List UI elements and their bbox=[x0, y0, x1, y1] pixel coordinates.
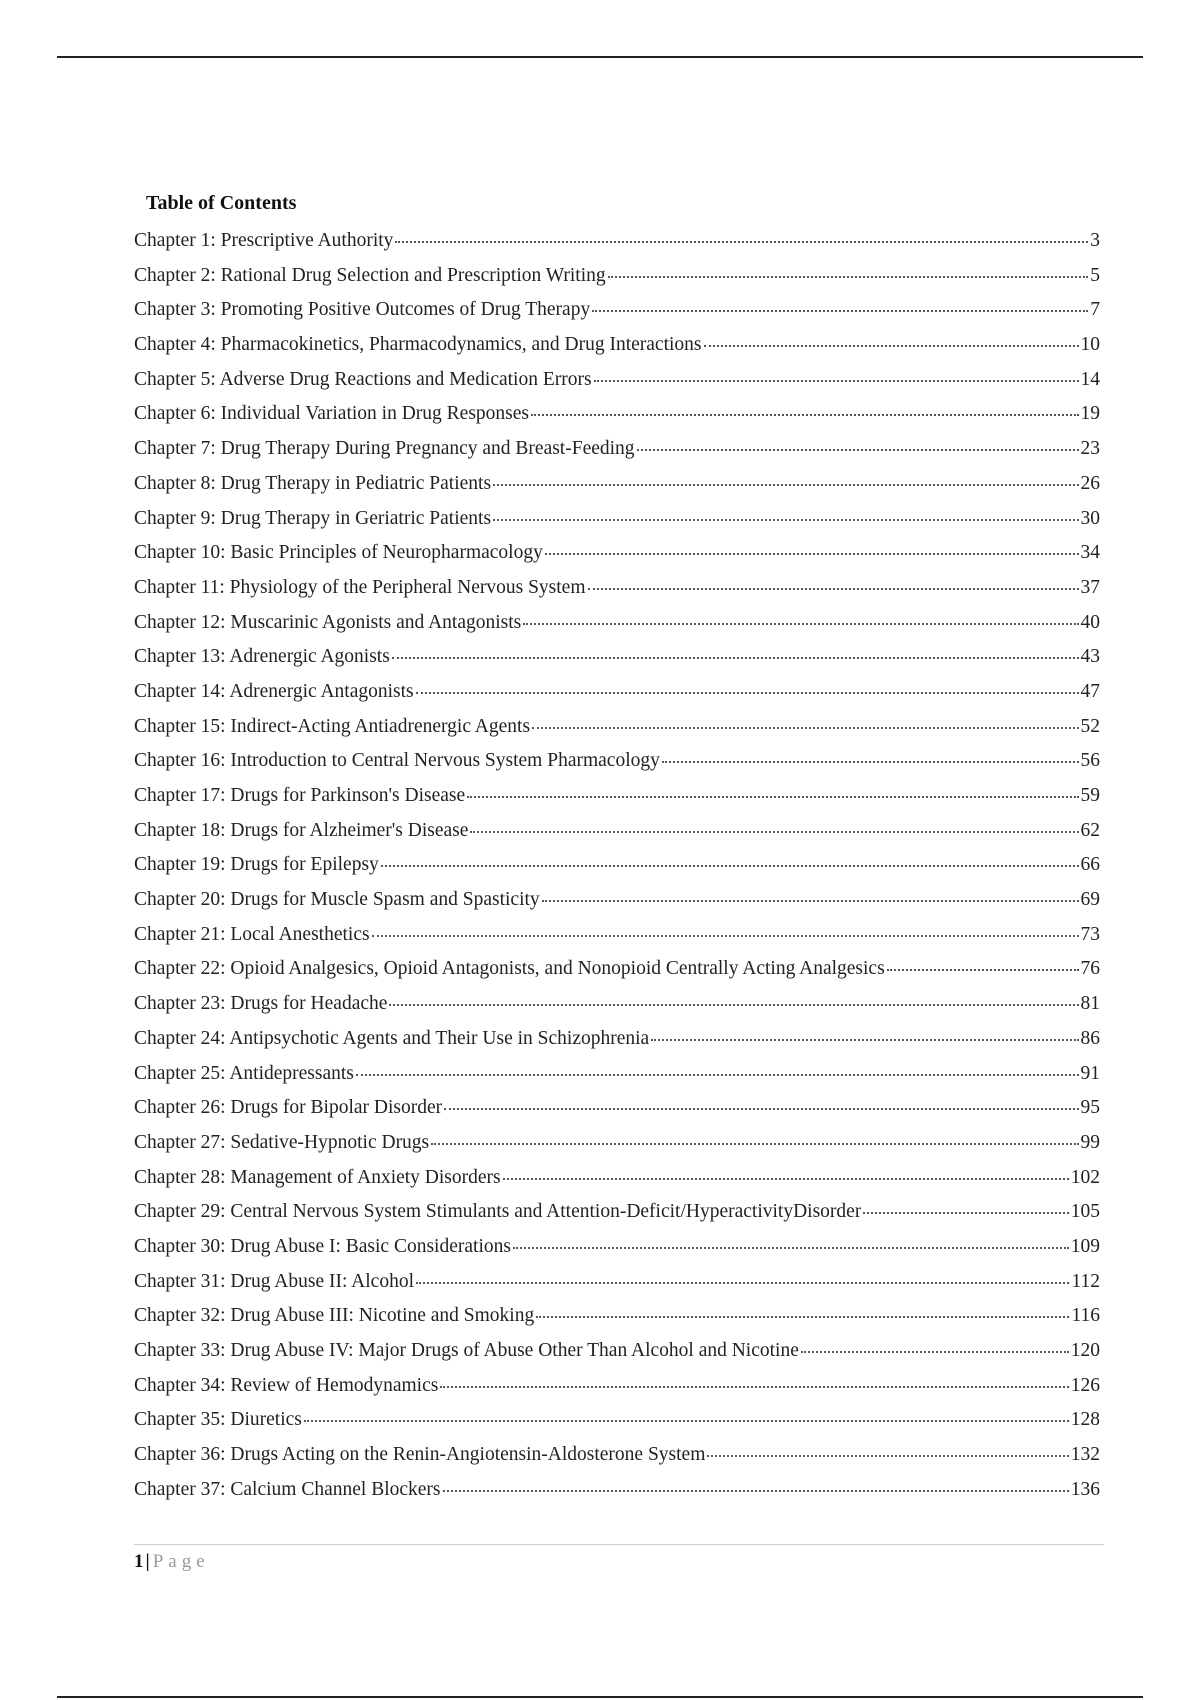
toc-entry-title: Chapter 14: Adrenergic Antagonists bbox=[134, 680, 414, 702]
toc-entry-title: Chapter 7: Drug Therapy During Pregnancy and Breast-Feeding bbox=[134, 438, 635, 460]
dot-leader bbox=[651, 1039, 1078, 1041]
toc-entry-title: Chapter 8: Drug Therapy in Pediatric Patients bbox=[134, 472, 492, 494]
toc-entry-page: 5 bbox=[1090, 264, 1100, 286]
toc-entry[interactable] bbox=[134, 681, 1100, 716]
dot-leader bbox=[372, 935, 1079, 937]
toc-entry-page: 112 bbox=[1071, 1270, 1100, 1292]
toc-entry-title: Chapter 1: Prescriptive Authority bbox=[134, 230, 394, 251]
toc-entry-page: 52 bbox=[1080, 715, 1100, 737]
dot-leader bbox=[304, 1420, 1069, 1422]
toc-entry-page: 109 bbox=[1070, 1235, 1100, 1257]
dot-leader bbox=[523, 623, 1078, 625]
toc-entry-page: 91 bbox=[1080, 1062, 1100, 1084]
toc-entry[interactable] bbox=[134, 854, 1100, 889]
dot-leader bbox=[389, 1004, 1078, 1006]
toc-entry-title: Chapter 32: Drug Abuse III: Nicotine and Smoking bbox=[134, 1305, 535, 1327]
toc-entry-page: 126 bbox=[1070, 1374, 1100, 1396]
toc-entry-page: 7 bbox=[1090, 299, 1100, 321]
toc-entry[interactable] bbox=[134, 403, 1100, 438]
toc-entry-page: 10 bbox=[1080, 334, 1100, 356]
toc-entry[interactable] bbox=[134, 889, 1100, 924]
dot-leader bbox=[531, 414, 1079, 416]
toc-entry-page: 116 bbox=[1071, 1305, 1100, 1327]
dot-leader bbox=[863, 1212, 1068, 1214]
toc-entry[interactable] bbox=[134, 265, 1100, 300]
toc-entry-title: Chapter 23: Drugs for Headache bbox=[134, 993, 388, 1015]
toc-entry-page: 105 bbox=[1070, 1201, 1100, 1223]
toc-entry-title: Chapter 5: Adverse Drug Reactions and Medication Errors bbox=[134, 368, 592, 390]
dot-leader bbox=[493, 519, 1078, 521]
toc-entry[interactable] bbox=[134, 1409, 1100, 1444]
bottom-rule bbox=[57, 1696, 1143, 1698]
toc-entry[interactable] bbox=[134, 542, 1100, 577]
toc-entry-title: Chapter 2: Rational Drug Selection and Prescription Writing bbox=[134, 264, 606, 286]
toc-entry[interactable] bbox=[134, 1305, 1100, 1340]
dot-leader bbox=[707, 1455, 1068, 1457]
dot-leader bbox=[536, 1316, 1069, 1318]
dot-leader bbox=[592, 310, 1088, 312]
toc-entry[interactable] bbox=[134, 646, 1100, 681]
toc-entry-title: Chapter 3: Promoting Positive Outcomes of Drug Therapy bbox=[134, 299, 591, 321]
toc-entry-title: Chapter 18: Drugs for Alzheimer's Disease bbox=[134, 819, 469, 841]
dot-leader bbox=[416, 1282, 1069, 1284]
toc-entry[interactable] bbox=[134, 1340, 1100, 1375]
toc-entry[interactable] bbox=[134, 1167, 1100, 1202]
dot-leader bbox=[608, 276, 1089, 278]
toc-entry-title: Chapter 36: Drugs Acting on the Renin-Angiotensin-Aldosterone System bbox=[134, 1444, 706, 1466]
toc-entry-title: Chapter 11: Physiology of the Peripheral Nervous System bbox=[134, 576, 586, 598]
toc-entry[interactable] bbox=[134, 958, 1100, 993]
dot-leader bbox=[594, 380, 1079, 382]
toc-entry-page: 14 bbox=[1080, 368, 1100, 390]
dot-leader bbox=[467, 796, 1078, 798]
toc-entry-page: 62 bbox=[1080, 819, 1100, 841]
toc-entry[interactable] bbox=[134, 820, 1100, 855]
toc-entry-title: Chapter 24: Antipsychotic Agents and Their Use in Schizophrenia bbox=[134, 1027, 650, 1049]
toc-entry-page: 19 bbox=[1080, 403, 1100, 425]
toc-entry-title: Chapter 30: Drug Abuse I: Basic Considerations bbox=[134, 1235, 511, 1257]
dot-leader bbox=[493, 484, 1078, 486]
toc-entry-page: 56 bbox=[1080, 750, 1100, 772]
toc-entry-page: 132 bbox=[1070, 1444, 1100, 1466]
toc-entry-page: 59 bbox=[1080, 785, 1100, 806]
toc-entry-page: 69 bbox=[1080, 889, 1100, 911]
toc-entry-title: Chapter 13: Adrenergic Agonists bbox=[134, 646, 390, 668]
toc-entry-title: Chapter 28: Management of Anxiety Disorders bbox=[134, 1166, 501, 1188]
toc-entry-title: Chapter 15: Indirect-Acting Antiadrenergic Agents bbox=[134, 715, 531, 737]
toc-title: Table of Contents bbox=[146, 192, 297, 214]
page-label: Page bbox=[152, 1551, 210, 1572]
page-separator: | bbox=[145, 1551, 150, 1572]
table-of-contents bbox=[134, 188, 1100, 1513]
toc-entry[interactable] bbox=[134, 1097, 1100, 1132]
toc-entry-title: Chapter 12: Muscarinic Agonists and Antagonists bbox=[134, 611, 522, 633]
dot-leader bbox=[444, 1108, 1078, 1110]
toc-entry[interactable] bbox=[134, 716, 1100, 751]
dot-leader bbox=[470, 831, 1078, 833]
toc-entry-title: Chapter 4: Pharmacokinetics, Pharmacodynamics, and Drug Interactions bbox=[134, 334, 702, 356]
toc-entry[interactable] bbox=[134, 1271, 1100, 1306]
dot-leader bbox=[545, 553, 1079, 555]
dot-leader bbox=[532, 727, 1078, 729]
toc-entry[interactable] bbox=[134, 1444, 1100, 1479]
page-number: 1 bbox=[134, 1551, 144, 1572]
toc-entry[interactable] bbox=[134, 1201, 1100, 1236]
toc-entry[interactable] bbox=[134, 230, 1100, 265]
toc-entry-page: 26 bbox=[1080, 472, 1100, 494]
dot-leader bbox=[887, 969, 1079, 971]
toc-entry[interactable] bbox=[134, 1479, 1100, 1514]
toc-list bbox=[134, 230, 1100, 1513]
toc-entry-page: 34 bbox=[1080, 542, 1100, 564]
toc-entry-page: 43 bbox=[1080, 646, 1100, 668]
toc-entry-title: Chapter 25: Antidepressants bbox=[134, 1062, 354, 1084]
toc-entry[interactable] bbox=[134, 299, 1100, 334]
toc-entry-page: 73 bbox=[1080, 923, 1100, 945]
dot-leader bbox=[704, 345, 1079, 347]
dot-leader bbox=[801, 1351, 1069, 1353]
toc-entry[interactable] bbox=[134, 334, 1100, 369]
toc-entry-page: 128 bbox=[1070, 1409, 1100, 1431]
toc-entry-title: Chapter 21: Local Anesthetics bbox=[134, 923, 370, 945]
dot-leader bbox=[440, 1386, 1068, 1388]
toc-entry-page: 120 bbox=[1070, 1340, 1100, 1361]
toc-entry-title: Chapter 35: Diuretics bbox=[134, 1409, 302, 1431]
dot-leader bbox=[395, 241, 1088, 243]
toc-entry-title: Chapter 31: Drug Abuse II: Alcohol bbox=[134, 1270, 414, 1292]
toc-entry-title: Chapter 33: Drug Abuse IV: Major Drugs of Abuse Other Than Alcohol and Nicotine bbox=[134, 1340, 799, 1361]
dot-leader bbox=[503, 1178, 1069, 1180]
toc-entry-title: Chapter 16: Introduction to Central Nervous System Pharmacology bbox=[134, 750, 660, 772]
toc-entry-title: Chapter 10: Basic Principles of Neuropharmacology bbox=[134, 542, 543, 564]
toc-entry-title: Chapter 17: Drugs for Parkinson's Disease bbox=[134, 785, 466, 806]
toc-entry[interactable] bbox=[134, 508, 1100, 543]
toc-entry-title: Chapter 27: Sedative-Hypnotic Drugs bbox=[134, 1131, 430, 1153]
dot-leader bbox=[381, 865, 1079, 867]
toc-entry-page: 99 bbox=[1080, 1131, 1100, 1153]
toc-entry-title: Chapter 19: Drugs for Epilepsy bbox=[134, 854, 379, 876]
top-rule bbox=[57, 56, 1143, 58]
toc-entry[interactable] bbox=[134, 612, 1100, 647]
toc-entry[interactable] bbox=[134, 577, 1100, 612]
toc-entry[interactable] bbox=[134, 1028, 1100, 1063]
dot-leader bbox=[356, 1074, 1079, 1076]
toc-entry[interactable] bbox=[134, 1063, 1100, 1098]
toc-entry-title: Chapter 20: Drugs for Muscle Spasm and Spasticity bbox=[134, 889, 540, 911]
page-footer bbox=[134, 1544, 1104, 1573]
toc-entry-page: 66 bbox=[1080, 854, 1100, 876]
toc-entry-page: 23 bbox=[1080, 438, 1100, 460]
toc-entry-title: Chapter 34: Review of Hemodynamics bbox=[134, 1374, 439, 1396]
toc-entry[interactable] bbox=[134, 750, 1100, 785]
toc-entry[interactable] bbox=[134, 785, 1100, 820]
toc-entry-page: 136 bbox=[1070, 1478, 1100, 1500]
toc-entry-page: 47 bbox=[1080, 680, 1100, 702]
dot-leader bbox=[392, 657, 1079, 659]
toc-entry[interactable] bbox=[134, 924, 1100, 959]
toc-entry-title: Chapter 9: Drug Therapy in Geriatric Patients bbox=[134, 507, 492, 529]
toc-entry[interactable] bbox=[134, 438, 1100, 473]
toc-entry[interactable] bbox=[134, 993, 1100, 1028]
toc-entry-page: 95 bbox=[1080, 1097, 1100, 1119]
toc-entry[interactable] bbox=[134, 369, 1100, 404]
dot-leader bbox=[431, 1143, 1078, 1145]
toc-entry[interactable] bbox=[134, 473, 1100, 508]
toc-entry-page: 86 bbox=[1080, 1027, 1100, 1049]
toc-entry-page: 76 bbox=[1080, 958, 1100, 980]
dot-leader bbox=[588, 588, 1079, 590]
toc-entry-title: Chapter 22: Opioid Analgesics, Opioid Antagonists, and Nonopioid Centrally Acting Analgesics bbox=[134, 958, 885, 980]
dot-leader bbox=[416, 692, 1079, 694]
dot-leader bbox=[637, 449, 1079, 451]
toc-entry[interactable] bbox=[134, 1132, 1100, 1167]
toc-entry-page: 3 bbox=[1090, 230, 1100, 251]
toc-entry-page: 30 bbox=[1080, 507, 1100, 529]
toc-entry-title: Chapter 37: Calcium Channel Blockers bbox=[134, 1478, 441, 1500]
toc-entry-page: 37 bbox=[1080, 576, 1100, 598]
toc-entry-page: 40 bbox=[1080, 611, 1100, 633]
dot-leader bbox=[443, 1490, 1069, 1492]
toc-entry[interactable] bbox=[134, 1236, 1100, 1271]
toc-entry-page: 102 bbox=[1070, 1166, 1100, 1188]
dot-leader bbox=[542, 900, 1079, 902]
toc-entry-title: Chapter 29: Central Nervous System Stimulants and Attention-Deficit/HyperactivityDisorder bbox=[134, 1201, 862, 1223]
toc-entry-title: Chapter 6: Individual Variation in Drug Responses bbox=[134, 403, 529, 425]
dot-leader bbox=[662, 761, 1079, 763]
toc-entry-page: 81 bbox=[1080, 993, 1100, 1015]
toc-entry-title: Chapter 26: Drugs for Bipolar Disorder bbox=[134, 1097, 443, 1119]
toc-entry[interactable] bbox=[134, 1375, 1100, 1410]
dot-leader bbox=[513, 1247, 1069, 1249]
